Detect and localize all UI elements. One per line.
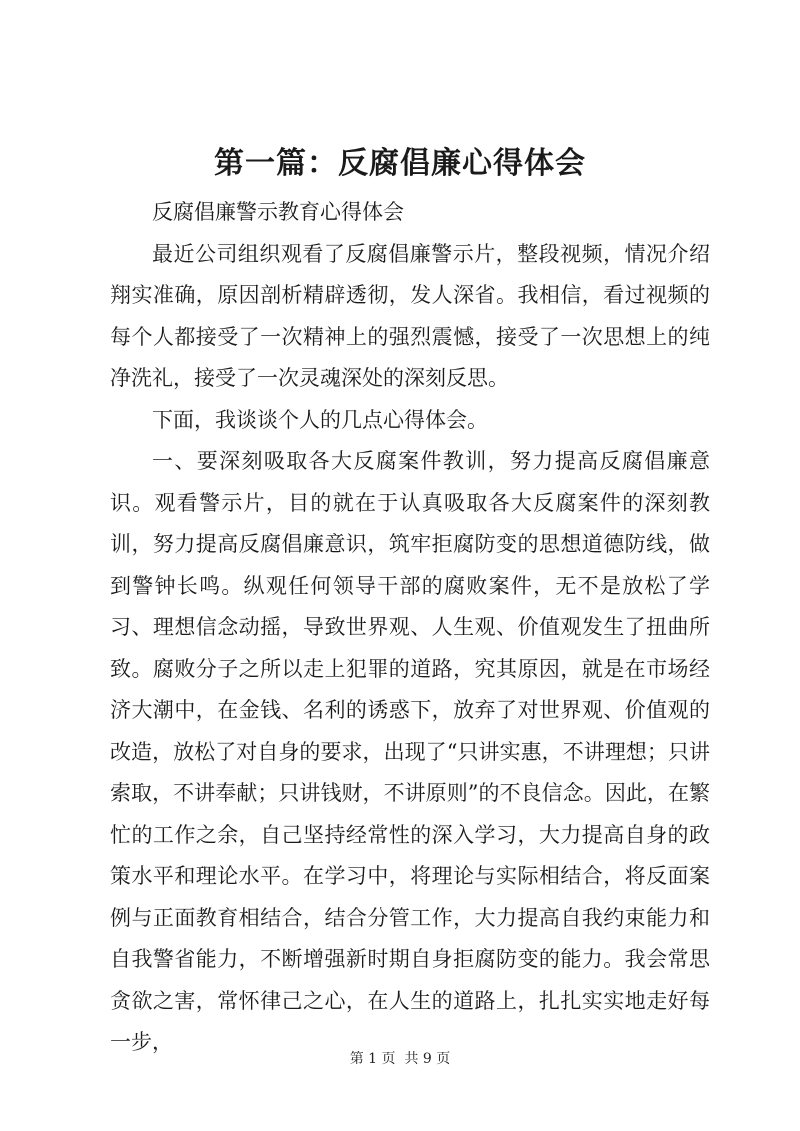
page-title: 第一篇：反腐倡廉心得体会	[214, 146, 586, 181]
subtitle-paragraph: 反腐倡廉警示教育心得体会	[152, 200, 404, 224]
point-one-paragraph: 一、要深刻吸取各大反腐案件教训，努力提高反腐倡廉意识。观看警示片，目的就在于认真吸取各大反腐案件的深刻教训，努力提高反腐倡廉意识，筑牢拒腐防变的思想道德防线，做到警钟长鸣。纵观任何领导干部的腐败案件，无不是放松了学习、理想信念动摇，导致世界观、人生观、价值观发生了扭曲所致。腐败分子之所以走上犯罪的道路，究其原因，就是在市场经济大潮中，在金钱、名利的诱惑下，放弃了对世界观、价值观的改造，放松了对自身的要求，出现了“只讲实惠，不讲理想；只讲索取，不讲奉献；只讲钱财，不讲原则”的不良信念。因此，在繁忙的工作之余，自己坚持经常性的深入学习，大力提高自身的政策水平和理论水平。在学习中，将理论与实际相结合，将反面案例与正面教育相结合，结合分管工作，大力提高自我约束能力和自我警省能力，不断增强新时期自身拒腐防变的能力。我会常思贪欲之害，常怀律己之心，在人生的道路上，扎扎实实地走好每一步，	[110, 449, 710, 1054]
transition-paragraph: 下面，我谈谈个人的几点心得体会。	[152, 407, 488, 432]
document-body	[110, 192, 710, 1064]
intro-paragraph: 最近公司组织观看了反腐倡廉警示片，整段视频，情况介绍翔实准确，原因剖析精辟透彻，发人深省。我相信，看过视频的每个人都接受了一次精神上的强烈震憾，接受了一次思想上的纯净洗礼，接受了一次灵魂深处的深刻反思。	[110, 241, 710, 390]
page-number: 第 1 页 共 9 页	[349, 1051, 451, 1067]
page-footer	[0, 1048, 800, 1068]
